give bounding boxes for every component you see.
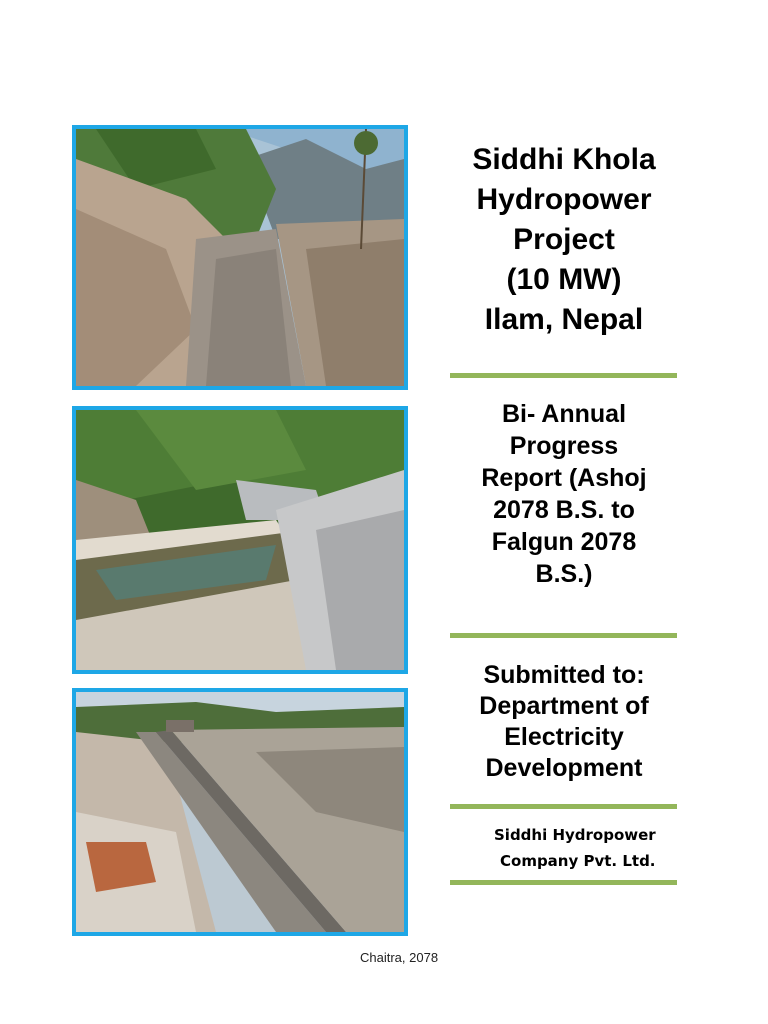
- divider-rule: [450, 880, 677, 885]
- divider-rule: [450, 373, 677, 378]
- report-line: Progress: [509, 432, 619, 460]
- title-line: Hydropower: [476, 183, 652, 216]
- report-line: Bi- Annual: [501, 400, 627, 428]
- report-line: Falgun 2078: [491, 528, 637, 556]
- project-title: [450, 140, 678, 340]
- submitted-line: Electricity: [504, 723, 624, 751]
- divider-rule: [450, 804, 677, 809]
- report-line: Report (Ashoj: [481, 464, 647, 492]
- report-subtitle: [450, 398, 678, 590]
- excavated-canal-trench-photo: [72, 125, 408, 390]
- company-line: Company Pvt. Ltd.: [500, 852, 656, 870]
- title-line: Project: [513, 223, 615, 256]
- company-name: [450, 822, 678, 874]
- submitted-line: Development: [485, 754, 643, 782]
- title-line: (10 MW): [506, 263, 622, 296]
- report-line: 2078 B.S. to: [493, 496, 635, 524]
- submitted-line: Department of: [479, 692, 649, 720]
- submitted-to: [450, 660, 678, 784]
- title-line: Ilam, Nepal: [484, 303, 644, 336]
- company-line: Siddhi Hydropower: [494, 826, 656, 844]
- title-line: Siddhi Khola: [472, 143, 656, 176]
- divider-rule: [450, 633, 677, 638]
- stone-masonry-canal-photo: [72, 688, 408, 936]
- submitted-line: Submitted to:: [483, 661, 645, 689]
- report-line: B.S.): [535, 560, 593, 588]
- river-bed-photo: [72, 406, 408, 674]
- report-date: Chaitra, 2078: [360, 950, 439, 965]
